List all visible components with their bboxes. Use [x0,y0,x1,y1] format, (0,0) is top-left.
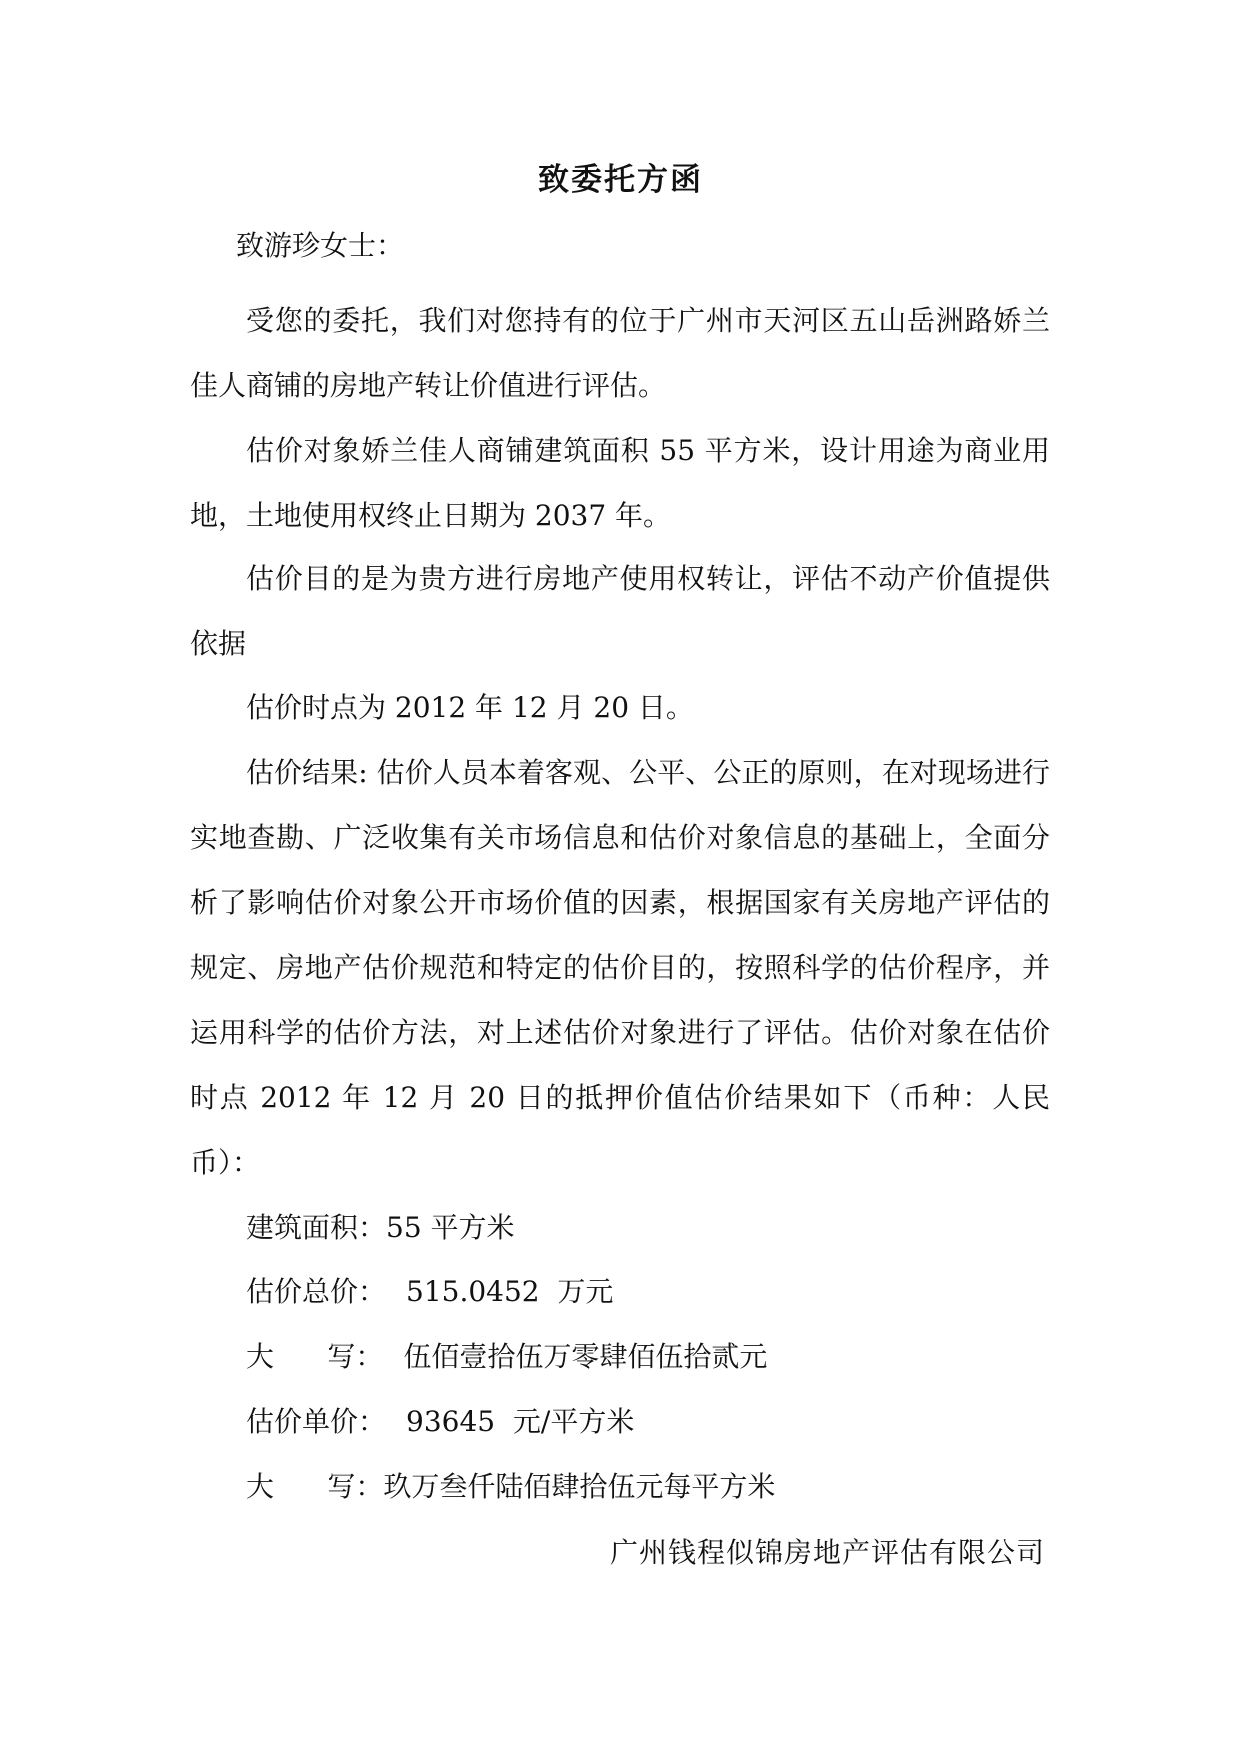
result-area-value: 55 平方米 [386,1211,515,1244]
result-area [246,1208,515,1248]
result-unit-caps-value: 玖万叁仟陆佰肆拾伍元每平方米 [383,1470,776,1503]
result-unit-label: 估价单价： [246,1405,387,1438]
result-unit [246,1402,634,1442]
result-total-label: 估价总价： [246,1275,387,1308]
result-unit-value: 93645 元/平方米 [406,1405,635,1438]
result-total [246,1272,613,1312]
result-total-caps-label: 大 写： [246,1340,384,1373]
company-signature: 广州钱程似锦房地产评估有限公司 [609,1536,1045,1569]
result-area-label: 建筑面积： [246,1211,387,1244]
paragraph-valuation-date: 估价时点为 2012 年 12 月 20 日。 [246,691,694,724]
result-total-caps [246,1337,767,1377]
paragraph-commission: 受您的委托，我们对您持有的位于广州市天河区五山岳洲路娇兰佳人商铺的房地产转让价值进行评估。 [190,304,1050,402]
result-total-value: 515.0452 万元 [406,1275,614,1308]
paragraph-valuation-result: 估价结果: 估价人员本着客观、公平、公正的原则，在对现场进行实地查勘、广泛收集有关市场信息和估价对象信息的基础上，全面分析了影响估价对象公开市场价值的因素，根据国家有关房地产评估的规定、房地产估价规范和特定的估价目的，按照科学的估价程序，并运用科学的估价方法，对上述估价对象进行了评估。估价对象在估价时点 2012 年 12 月 20 日的抵押价值估价结果如下（币种：人民币）： [190,756,1050,1179]
paragraph-property: 估价对象娇兰佳人商铺建筑面积 55 平方米，设计用途为商业用地，土地使用权终止日期为 2037 年。 [190,434,1050,532]
result-unit-caps [246,1467,775,1507]
paragraph-purpose: 估价目的是为贵方进行房地产使用权转让，评估不动产价值提供依据 [190,562,1050,660]
result-total-caps-value: 伍佰壹拾伍万零肆佰伍拾贰元 [403,1340,768,1373]
result-unit-caps-label: 大 写： [246,1470,384,1503]
page-title: 致委托方函 [538,162,703,198]
salutation: 致游珍女士： [236,229,405,262]
